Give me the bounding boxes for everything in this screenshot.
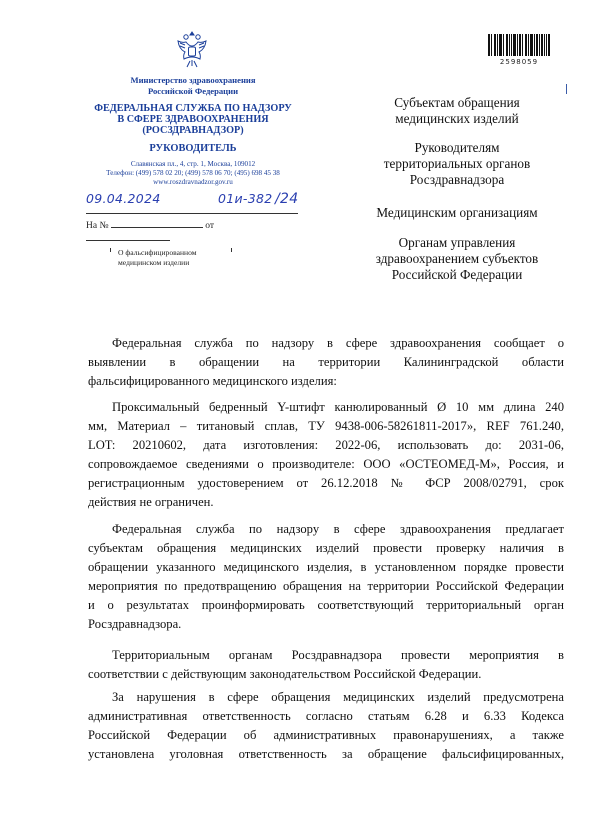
addressee-line: Органам управления	[398, 235, 516, 250]
text-line: установлена уголовная ответственность за обращение фальсифицированных,	[88, 747, 564, 761]
address-line: Славянская пл., 4, стр. 1, Москва, 109012	[130, 160, 256, 168]
addressee-line: Российской Федерации	[391, 267, 523, 282]
website-line: www.roszdravnadzor.gov.ru	[153, 178, 233, 186]
addressee-block	[354, 95, 560, 127]
text-line: и о результатах проинформировать соответствующий территориальный орган	[88, 598, 564, 612]
text-line: административная ответственность согласно статьям 6.28 и 6.33 Кодекса	[88, 709, 564, 723]
registration-date-field	[86, 193, 298, 214]
phone-line: Телефон: (499) 578 02 20; (499) 578 06 70; (495) 698 45 38	[106, 169, 280, 177]
barcode-icon	[488, 34, 550, 56]
addressee-line: Медицинским организациям	[376, 205, 538, 220]
ministry-name-line1: Министерство здравоохранения	[130, 75, 256, 85]
text-line: субъектам обращения медицинских изделий провести проверку наличия в	[88, 541, 564, 555]
addressee-line: медицинских изделий	[395, 111, 519, 126]
paragraph-liability	[88, 688, 564, 764]
text-line: соответствии с действующим законодательством Российской Федерации.	[88, 667, 482, 681]
handwritten-number-suffix: /24	[275, 191, 299, 207]
paragraph-device	[88, 398, 564, 512]
addressee-line: здравоохранением субъектов	[375, 251, 539, 266]
addressee-line: Руководителям	[414, 140, 500, 155]
text-line: LOT: 20210602, дата изготовления: 2022-06, использовать до: 2031-06,	[88, 438, 564, 452]
subject-line: медицинском изделии	[118, 258, 190, 267]
text-line: Федеральная служба по надзору в сфере здравоохранения предлагает	[112, 522, 564, 536]
reference-no-label: На №	[86, 221, 109, 231]
service-name-line3: (РОСЗДРАВНАДЗОР)	[142, 125, 244, 136]
ministry-name-line2: Российской Федерации	[147, 86, 239, 96]
text-line: Российской Федерации об административных правонарушениях, а также	[88, 728, 564, 742]
addressee-line: Субъектам обращения	[394, 95, 520, 110]
addressee-block	[354, 235, 560, 283]
text-line: обращении указанного медицинского изделия, в установленном порядке провести	[88, 560, 564, 574]
reference-number-field	[86, 218, 298, 244]
handwritten-number: 01и-382	[218, 191, 273, 206]
text-line: мероприятия по предотвращению обращения на территории Российской Федерации	[88, 579, 564, 593]
addressee-block	[354, 205, 560, 221]
reference-from-label: от	[205, 221, 215, 231]
handwritten-date: 09.04.2024	[86, 191, 161, 206]
margin-mark	[566, 84, 567, 94]
double-headed-eagle-icon	[175, 28, 209, 72]
service-name-line2: В СФЕРЕ ЗДРАВООХРАНЕНИЯ	[117, 114, 269, 125]
barcode-number: 2598059	[499, 58, 539, 66]
text-line: Территориальным органам Росздравнадзора провести мероприятия в	[112, 648, 564, 662]
letter-subject	[118, 248, 228, 268]
service-name-line1: ФЕДЕРАЛЬНАЯ СЛУЖБА ПО НАДЗОРУ	[94, 103, 292, 114]
text-line: За нарушения в сфере обращения медицинских изделий предусмотрена	[112, 690, 564, 704]
text-line: действия не ограничен.	[88, 495, 214, 509]
text-line: регистрационным удостоверением от 26.12.2018 № ФСР 2008/02791, срок	[88, 476, 564, 490]
text-line: Федеральная служба по надзору в сфере здравоохранения сообщает о	[112, 336, 564, 350]
paragraph-detection	[88, 334, 564, 391]
text-line: фальсифицированного медицинского изделия:	[88, 374, 337, 388]
paragraph-territorial	[88, 646, 564, 684]
text-line: сопровождаемое сведениями о производителе: ООО «ОСТЕОМЕД-М», Россия, и	[88, 457, 564, 471]
text-line: Росздравнадзора.	[88, 617, 182, 631]
text-line: мм, Материал – титановый сплав, ТУ 9438-006-58261811-2017», REF 761.240,	[88, 419, 564, 433]
text-line: выявлении в обращении на территории Калининградской области	[88, 355, 564, 369]
head-title: РУКОВОДИТЕЛЬ	[149, 143, 237, 154]
addressee-line: территориальных органов	[383, 156, 531, 171]
subject-line: О фальсифицированном	[118, 248, 197, 257]
addressee-line: Росздравнадзора	[409, 172, 505, 187]
paragraph-proposal	[88, 520, 564, 634]
text-line: Проксимальный бедренный Y-штифт канюлированный Ø 10 мм длина 240	[112, 400, 564, 414]
addressee-block	[354, 140, 560, 188]
